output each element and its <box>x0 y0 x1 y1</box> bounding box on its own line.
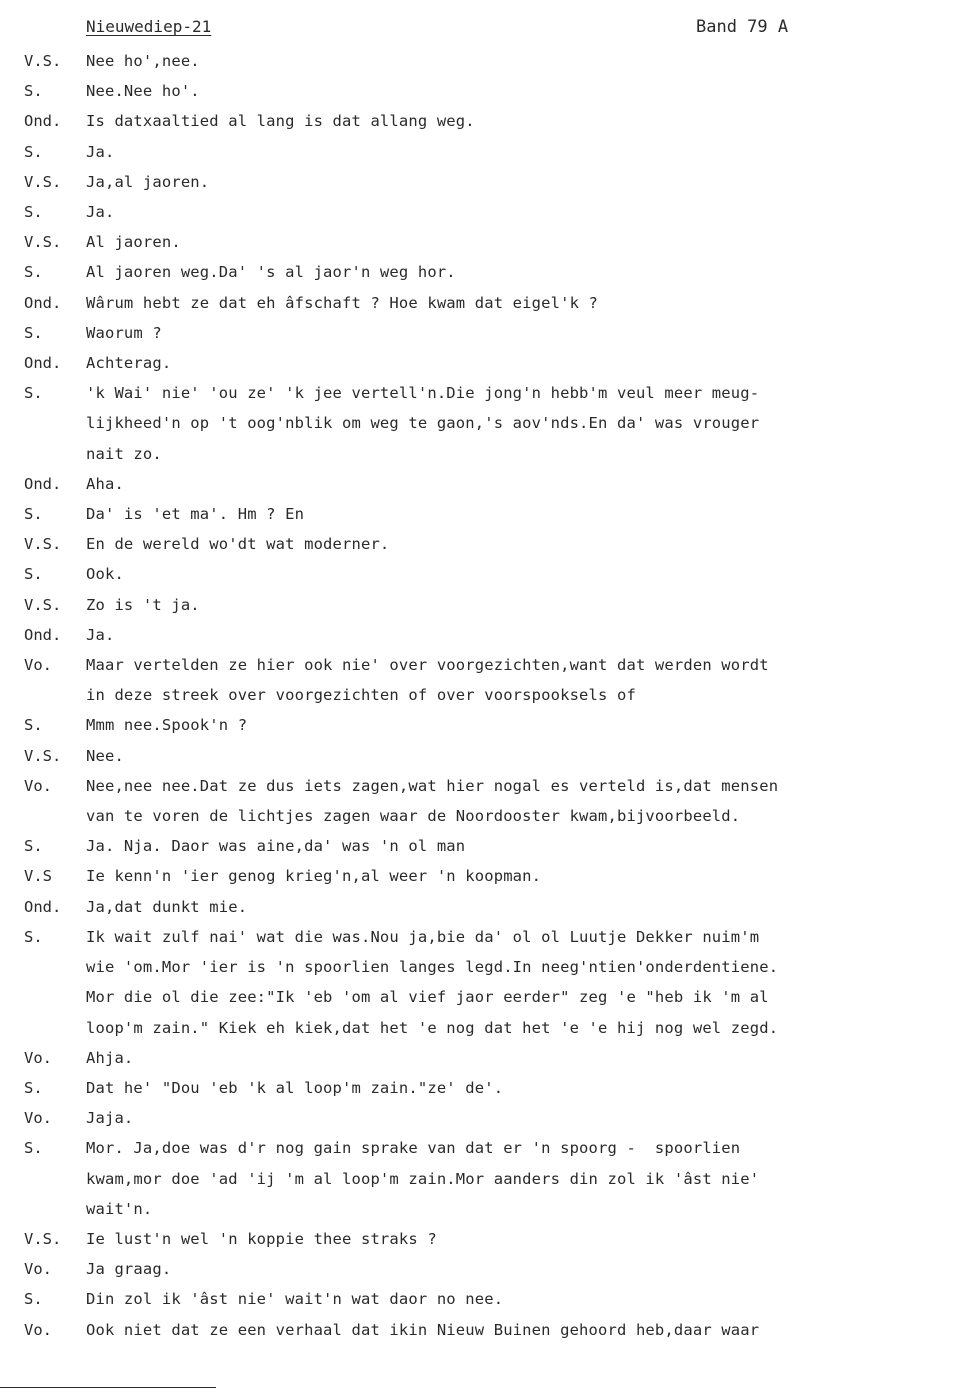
speaker-label: Ond. <box>24 293 62 312</box>
transcript-turn <box>0 1133 979 1224</box>
speaker-label: S. <box>24 837 43 856</box>
utterance-text: Jaja. <box>86 1109 134 1128</box>
utterance-text: 'k Wai' nie' 'ou ze' 'k jee vertell'n.Die jong'n hebb'm veul meer meug- lijkheed'n op 't oog'nblik om weg te gaon,'s aov'nds.En da' was vrouger nait zo. <box>86 384 760 463</box>
utterance-text: Ik wait zulf nai' wat die was.Nou ja,bie da' ol ol Luutje Dekker nuim'm wie 'om.Mor 'ier is 'n spoorlien langes legd.In neeg'ntien'onderdentiene. Mor die ol die zee:"Ik 'eb 'om al vief jaor eerder" zeg 'e "heb ik 'm al loop'm zain." Kiek eh kiek,dat het 'e nog dat het 'e 'e hij nog wel zegd. <box>86 927 779 1037</box>
utterance-text: Ie kenn'n 'ier genog krieg'n,al weer 'n koopman. <box>86 867 542 886</box>
transcript-turn <box>0 771 979 831</box>
utterance-text: Nee ho',nee. <box>86 52 200 70</box>
transcript-turn <box>0 257 979 287</box>
speaker-label: Ond. <box>24 474 62 493</box>
speaker-label: Vo. <box>24 1320 52 1339</box>
transcript-turn <box>0 106 979 136</box>
speaker-label: S. <box>24 203 43 222</box>
transcript-turn <box>0 559 979 589</box>
speaker-label: S. <box>24 1290 43 1309</box>
transcript-turn <box>0 1315 979 1345</box>
transcript-turn <box>0 1224 979 1254</box>
transcript-turn <box>0 922 979 1043</box>
utterance-text: En de wereld wo'dt wat moderner. <box>86 535 390 554</box>
utterance-text: Nee,nee nee.Dat ze dus iets zagen,wat hier nogal es verteld is,dat mensen van te voren de lichtjes zagen waar de Noordooster kwam,bijvoorbeeld. <box>86 776 779 826</box>
utterance-text: Ja. <box>86 142 115 161</box>
transcript-turn <box>0 167 979 197</box>
speaker-label: S. <box>24 142 43 161</box>
utterance-text: Da' is 'et ma'. Hm ? En <box>86 505 305 524</box>
utterance-text: Ook niet dat ze een verhaal dat ikin Nieuw Buinen gehoord heb,daar waar <box>86 1320 760 1339</box>
speaker-label: S. <box>24 927 43 946</box>
utterance-text: Ook. <box>86 565 124 584</box>
transcript-turn <box>0 1073 979 1103</box>
transcript-turn <box>0 529 979 559</box>
speaker-label: V.S. <box>24 746 62 765</box>
transcript-turn <box>0 499 979 529</box>
transcript-turn <box>0 318 979 348</box>
transcript-turn <box>0 197 979 227</box>
speaker-label: Vo. <box>24 1048 52 1067</box>
speaker-label: S. <box>24 565 43 584</box>
utterance-text: Achterag. <box>86 354 172 373</box>
utterance-text: Ja. <box>86 203 115 222</box>
speaker-label: S. <box>24 263 43 282</box>
speaker-label: V.S <box>24 867 52 886</box>
utterance-text: Dat he' "Dou 'eb 'k al loop'm zain."ze' de'. <box>86 1078 504 1097</box>
transcript-turn <box>0 46 979 76</box>
speaker-label: V.S. <box>24 1229 62 1248</box>
speaker-label: V.S. <box>24 233 62 252</box>
speaker-label: S. <box>24 1139 43 1158</box>
speaker-label: S. <box>24 384 43 403</box>
transcript-turn <box>0 861 979 891</box>
utterance-text: Wârum hebt ze dat eh âfschaft ? Hoe kwam dat eigel'k ? <box>86 293 599 312</box>
transcript-turn <box>0 1284 979 1314</box>
speaker-label: S. <box>24 323 43 342</box>
transcript-turn <box>0 650 979 710</box>
utterance-text: Ja. Nja. Daor was aine,da' was 'n ol man <box>86 837 466 856</box>
speaker-label: Vo. <box>24 1109 52 1128</box>
utterance-text: Mmm nee.Spook'n ? <box>86 716 248 735</box>
transcript-turn <box>0 620 979 650</box>
utterance-text: Zo is 't ja. <box>86 595 200 614</box>
transcript-turn <box>0 741 979 771</box>
transcript-turn <box>0 892 979 922</box>
transcript-turn <box>0 469 979 499</box>
transcript-turn <box>0 831 979 861</box>
utterance-text: Ja,al jaoren. <box>86 172 210 191</box>
transcript-turn <box>0 378 979 469</box>
speaker-label: Vo. <box>24 1260 52 1279</box>
utterance-text: Mor. Ja,doe was d'r nog gain sprake van dat er 'n spoorg - spoorlien kwam,mor doe 'ad 'ij 'm al loop'm zain.Mor aanders din zol ik 'âst nie' wait'n. <box>86 1139 760 1218</box>
transcript-turn <box>0 348 979 378</box>
utterance-text: Nee. <box>86 746 124 765</box>
speaker-label: Vo. <box>24 776 52 795</box>
speaker-label: S. <box>24 505 43 524</box>
transcript-turn <box>0 137 979 167</box>
speaker-label: V.S. <box>24 595 62 614</box>
speaker-label: S. <box>24 1078 43 1097</box>
utterance-text: Nee.Nee ho'. <box>86 82 200 101</box>
footer-rule <box>0 1387 216 1388</box>
utterance-text: Aha. <box>86 474 124 493</box>
speaker-label: V.S. <box>24 535 62 554</box>
speaker-label: V.S. <box>24 172 62 191</box>
utterance-text: Ahja. <box>86 1048 134 1067</box>
transcript-turn <box>0 227 979 257</box>
speaker-label: Ond. <box>24 625 62 644</box>
utterance-text: Ja. <box>86 625 115 644</box>
band-label: Band 79 A <box>696 17 789 37</box>
utterance-text: Al jaoren. <box>86 233 181 252</box>
utterance-text: Maar vertelden ze hier ook nie' over voorgezichten,want dat werden wordt in deze streek over voorgezichten of over voorspooksels of <box>86 656 769 705</box>
transcript-body <box>0 46 979 1345</box>
speaker-label: S. <box>24 82 43 101</box>
utterance-text: Al jaoren weg.Da' 's al jaor'n weg hor. <box>86 263 456 282</box>
speaker-label: Ond. <box>24 354 62 373</box>
speaker-label: V.S. <box>24 52 62 70</box>
utterance-text: Din zol ik 'âst nie' wait'n wat daor no nee. <box>86 1290 504 1309</box>
transcript-turn <box>0 710 979 740</box>
speaker-label: Ond. <box>24 897 62 916</box>
transcript-turn <box>0 288 979 318</box>
utterance-text: Ja,dat dunkt mie. <box>86 897 248 916</box>
speaker-label: Ond. <box>24 112 62 131</box>
utterance-text: Ie lust'n wel 'n koppie thee straks ? <box>86 1229 437 1248</box>
utterance-text: Is datxaaltied al lang is dat allang weg. <box>86 112 475 131</box>
page-title: Nieuwediep-21 <box>86 17 212 36</box>
transcript-turn <box>0 1043 979 1073</box>
utterance-text: Ja graag. <box>86 1260 172 1279</box>
speaker-label: Vo. <box>24 656 52 675</box>
transcript-turn <box>0 590 979 620</box>
transcript-turn <box>0 1103 979 1133</box>
utterance-text: Waorum ? <box>86 323 162 342</box>
transcript-turn <box>0 76 979 106</box>
transcript-turn <box>0 1254 979 1284</box>
speaker-label: S. <box>24 716 43 735</box>
